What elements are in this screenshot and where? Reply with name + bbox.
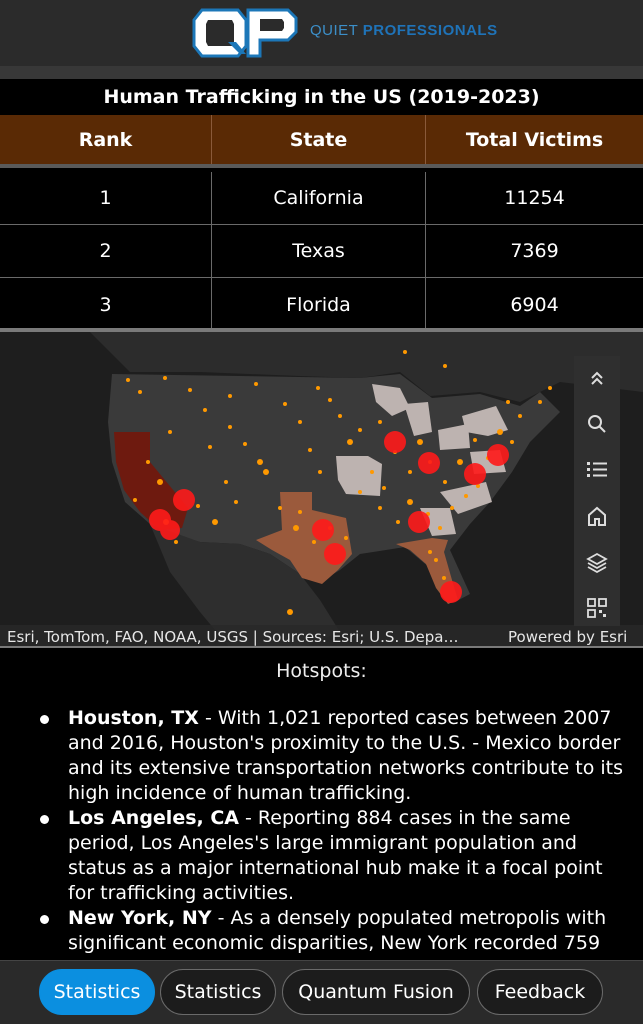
table-row	[0, 225, 643, 278]
hotspot-text: - With 1,021 reported cases between 2007 and 2016, Houston's proximity to the U.S. - Mexico border and its extensive transportation networks contribute to its high incidence of human trafficking.	[68, 707, 624, 804]
collapse-icon	[587, 368, 607, 388]
bullet-icon	[40, 815, 49, 824]
table-row	[0, 172, 643, 225]
cell-victims: 11254	[504, 187, 565, 209]
cell-rank: 1	[0, 172, 212, 224]
table-title: Human Trafficking in the US (2019-2023)	[103, 86, 540, 108]
search-icon	[587, 414, 607, 434]
powered-by-text[interactable]: Powered by Esri	[508, 628, 628, 646]
column-header-state: State	[212, 115, 426, 164]
layers-button[interactable]	[574, 540, 620, 584]
table-row	[0, 278, 643, 331]
brand-name: QUIET PROFESSIONALS	[310, 22, 498, 39]
map-toolbar	[574, 356, 620, 626]
qr-code-icon	[586, 597, 608, 619]
cell-state: Florida	[212, 278, 426, 331]
search-button[interactable]	[574, 402, 620, 446]
hotspot-text: - Reporting 884 cases in the same period, Los Angeles's large immigrant population and status as a major international hub make it a focal point for trafficking activities.	[68, 807, 603, 904]
trafficking-map[interactable]	[0, 328, 643, 648]
map-canvas[interactable]	[0, 332, 643, 648]
nav-statistics-active-button[interactable]: Statistics	[39, 969, 155, 1015]
legend-icon	[586, 460, 608, 480]
hotspot-city: New York, NY	[68, 907, 212, 929]
legend-button[interactable]	[574, 448, 620, 492]
attribution-text[interactable]: Esri, TomTom, FAO, NOAA, USGS | Sources: Esri; U.S. Depa…	[7, 628, 459, 646]
cell-state: Texas	[212, 225, 426, 277]
nav-quantum-fusion-button[interactable]: Quantum Fusion	[282, 969, 470, 1015]
cell-victims: 7369	[510, 240, 559, 262]
bottom-nav	[0, 960, 643, 1024]
table-header	[0, 115, 643, 168]
column-header-victims: Total Victims	[465, 128, 604, 151]
collapse-button[interactable]	[574, 356, 620, 400]
hotspots-list	[40, 706, 630, 956]
nav-statistics-button[interactable]: Statistics	[160, 969, 276, 1015]
cell-rank: 2	[0, 225, 212, 277]
bullet-icon	[40, 915, 49, 924]
app-header	[0, 0, 643, 66]
list-item	[40, 706, 630, 806]
cell-state: California	[212, 172, 426, 224]
list-item	[40, 906, 630, 956]
qr-code-button[interactable]	[574, 586, 620, 630]
nav-feedback-button[interactable]: Feedback	[477, 969, 603, 1015]
cell-rank: 3	[0, 278, 212, 331]
hotspot-city: Los Angeles, CA	[68, 807, 239, 829]
home-icon	[586, 505, 608, 527]
list-item	[40, 806, 630, 906]
header-divider	[0, 66, 643, 79]
qp-logo[interactable]	[192, 2, 298, 64]
cell-victims: 6904	[510, 293, 559, 316]
map-attribution	[0, 625, 643, 648]
column-header-rank: Rank	[0, 115, 212, 164]
hotspots-heading: Hotspots:	[276, 660, 367, 682]
home-button[interactable]	[574, 494, 620, 538]
layers-icon	[586, 551, 608, 573]
hotspot-city: Houston, TX	[68, 707, 199, 729]
bullet-icon	[40, 715, 49, 724]
hotspot-text: - As a densely populated metropolis with significant economic disparities, New York recorded 759	[68, 907, 607, 954]
